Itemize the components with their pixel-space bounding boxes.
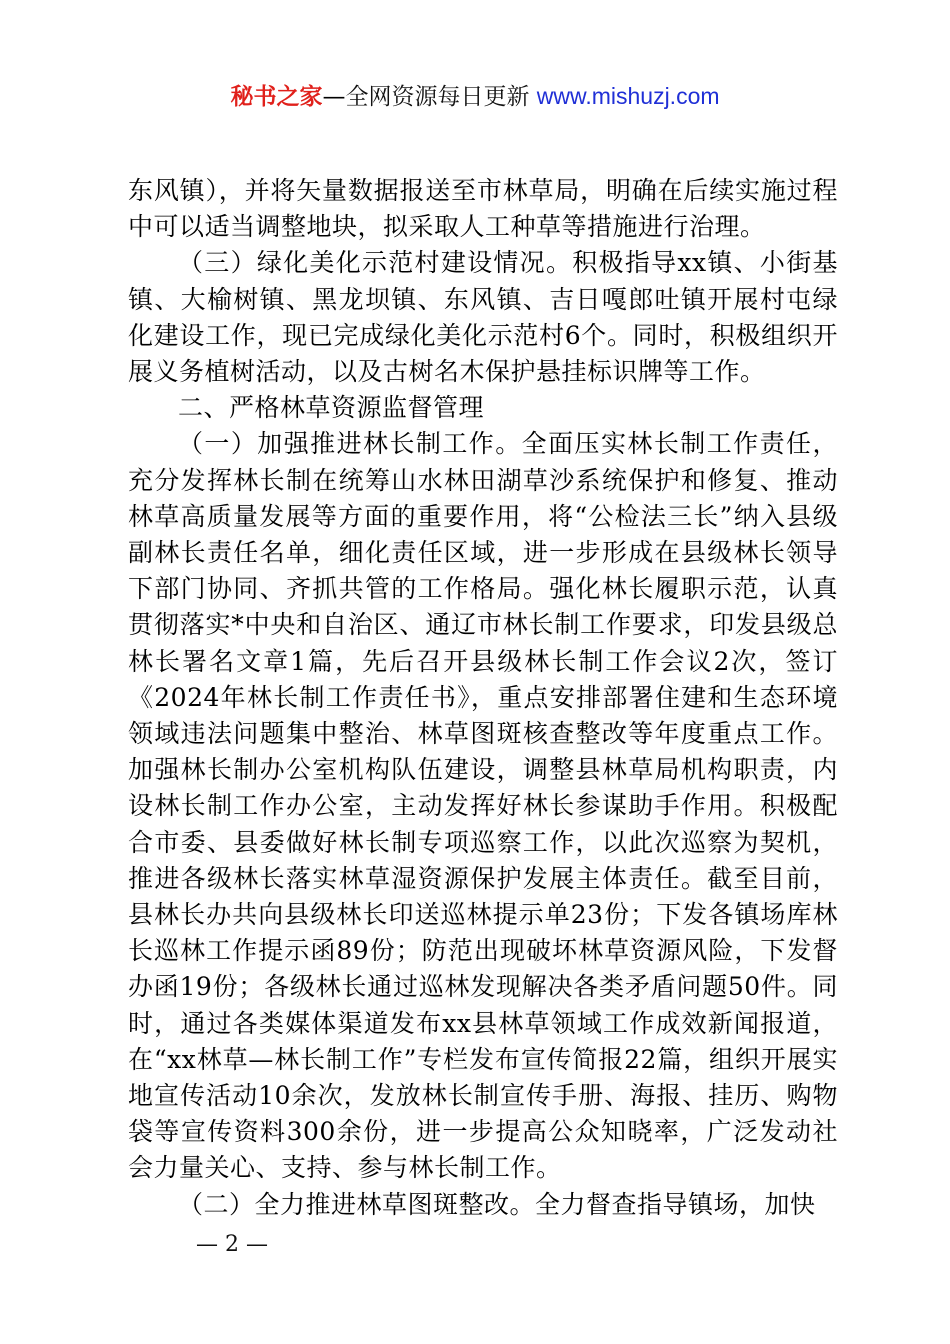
document-body <box>128 173 838 1223</box>
site-header <box>0 80 950 113</box>
paragraph-2: （三）绿化美化示范村建设情况。积极指导xx镇、小街基镇、大榆树镇、黑龙坝镇、东风镇、吉日嘎郎吐镇开展村屯绿化建设工作，现已完成绿化美化示范村6个。同时，积极组织开展义务植树活动，以及古树名木保护悬挂标识牌等工作。 <box>128 248 838 387</box>
section-heading: 二、严格林草资源监督管理 <box>178 393 485 423</box>
paragraph-3: （一）加强推进林长制工作。全面压实林长制工作责任，充分发挥林长制在统筹山水林田湖草沙系统保护和修复、推动林草高质量发展等方面的重要作用，将“公检法三长”纳入县级副林长责任名单，细化责任区域，进一步形成在县级林长领导下部门协同、齐抓共管的工作格局。强化林长履职示范，认真贯彻落实*中央和自治区、通辽市林长制工作要求，印发县级总林长署名文章1篇，先后召开县级林长制工作会议2次，签订《2024年林长制工作责任书》，重点安排部署住建和生态环境领域违法问题集中整治、林草图斑核查整改等年度重点工作。加强林长制办公室机构队伍建设，调整县林草局机构职责，内设林长制工作办公室，主动发挥好林长参谋助手作用。积极配合市委、县委做好林长制专项巡察工作，以此次巡察为契机，推进各级林长落实林草湿资源保护发展主体责任。截至目前，县林长办共向县级林长印送巡林提示单23份；下发各镇场库林长巡林工作提示函89份；防范出现破坏林草资源风险，下发督办函19份；各级林长通过巡林发现解决各类矛盾问题50件。同时，通过各类媒体渠道发布xx县林草领域工作成效新闻报道，在“xx林草—林长制工作”专栏发布宣传简报22篇，组织开展实地宣传活动10余次，发放林长制宣传手册、海报、挂历、购物袋等宣传资料300余份，进一步提高公众知晓率，广泛发动社会力量关心、支持、参与林长制工作。 <box>128 429 838 1183</box>
paragraph-4: （二）全力推进林草图斑整改。全力督查指导镇场，加快 <box>178 1189 816 1219</box>
page-number: — 2 — <box>196 1232 268 1257</box>
brand-name: 秘书之家 <box>230 84 323 110</box>
paragraph-1: 东风镇），并将矢量数据报送至市林草局，明确在后续实施过程中可以适当调整地块，拟采取人工种草等措施进行治理。 <box>128 176 838 242</box>
header-slogan: 全网资源每日更新 <box>345 84 537 110</box>
site-url-link[interactable]: www.mishuzj.com <box>536 83 720 109</box>
header-dash: — <box>322 84 346 110</box>
